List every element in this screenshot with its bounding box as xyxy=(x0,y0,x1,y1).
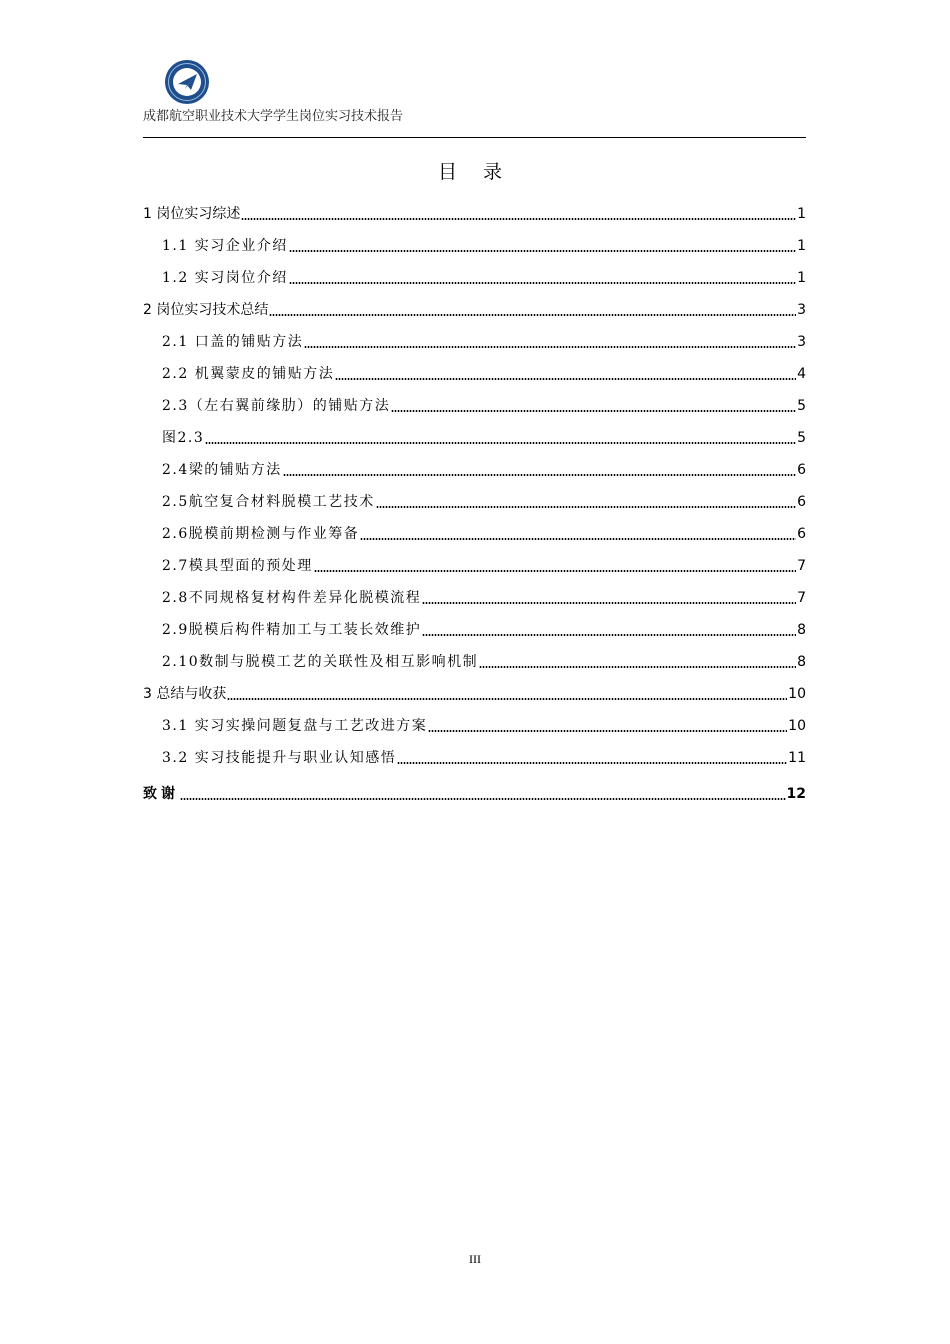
toc-entry-text: 2.3（左右翼前缘肋）的铺贴方法 xyxy=(162,398,391,414)
toc-entry-text: 3 总结与收获 xyxy=(143,686,227,702)
toc-dot-leader xyxy=(227,698,787,700)
header-divider xyxy=(143,137,806,138)
toc-entry-page: 1 xyxy=(797,206,806,222)
toc-entry[interactable] xyxy=(143,640,806,672)
toc-entry-page: 7 xyxy=(797,590,806,606)
toc-entry-page: 6 xyxy=(797,494,806,510)
toc-entry-text: 2.5航空复合材料脱模工艺技术 xyxy=(162,494,375,510)
toc-entry[interactable] xyxy=(143,480,806,512)
toc-entry-text: 2.1 口盖的铺贴方法 xyxy=(162,334,304,350)
toc-entry-page: 5 xyxy=(797,398,806,414)
toc-dot-leader xyxy=(205,442,796,444)
toc-entry-text: 2.8不同规格复材构件差异化脱模流程 xyxy=(162,590,422,606)
toc-dot-leader xyxy=(360,538,796,540)
toc-entry[interactable] xyxy=(143,576,806,608)
toc-dot-leader xyxy=(269,314,796,316)
toc-entry-page: 8 xyxy=(797,654,806,670)
toc-dot-leader xyxy=(391,410,796,412)
toc-entry-page: 4 xyxy=(797,366,806,382)
toc-entry[interactable] xyxy=(143,448,806,480)
report-header-title: 成都航空职业技术大学学生岗位实习技术报告 xyxy=(143,109,404,124)
toc-dot-leader xyxy=(335,378,796,380)
toc-dot-leader xyxy=(180,798,786,800)
toc-dot-leader xyxy=(422,634,796,636)
toc-entry-text: 2.4梁的铺贴方法 xyxy=(162,462,282,478)
toc-entry-text: 2.9脱模后构件精加工与工装长效维护 xyxy=(162,622,422,638)
toc-dot-leader xyxy=(283,474,796,476)
toc-entry[interactable] xyxy=(143,352,806,384)
toc-entry-text: 2.6脱模前期检测与作业筹备 xyxy=(162,526,360,542)
toc-dot-leader xyxy=(376,506,796,508)
toc-entry[interactable] xyxy=(143,320,806,352)
toc-entry[interactable] xyxy=(143,192,806,224)
toc-entry[interactable] xyxy=(143,704,806,736)
toc-entry-text: 1.2 实习岗位介绍 xyxy=(162,270,288,286)
toc-entry-text: 2 岗位实习技术总结 xyxy=(143,302,269,318)
toc-dot-leader xyxy=(304,346,796,348)
toc-entry-page: 6 xyxy=(797,526,806,542)
toc-entry[interactable] xyxy=(143,384,806,416)
toc-title: 目 录 xyxy=(437,161,513,183)
toc-entry-page: 12 xyxy=(786,786,806,802)
toc-entry[interactable] xyxy=(143,256,806,288)
toc-entry-page: 11 xyxy=(788,750,806,766)
toc-dot-leader xyxy=(428,730,787,732)
toc-dot-leader xyxy=(314,570,796,572)
toc-dot-leader xyxy=(241,218,796,220)
toc-entry-page: 10 xyxy=(788,686,806,702)
toc-entry-page: 1 xyxy=(797,238,806,254)
toc-entry-text: 2.2 机翼蒙皮的铺贴方法 xyxy=(162,366,335,382)
toc-entry-page: 7 xyxy=(797,558,806,574)
toc-entry-page: 1 xyxy=(797,270,806,286)
toc-dot-leader xyxy=(397,762,787,764)
toc-entry[interactable] xyxy=(143,736,806,768)
page-number: III xyxy=(469,1252,481,1266)
toc-entry[interactable] xyxy=(143,416,806,448)
toc-entry-text: 1 岗位实习综述 xyxy=(143,206,241,222)
toc-entry-page: 3 xyxy=(797,334,806,350)
toc-entry-text: 2.7模具型面的预处理 xyxy=(162,558,313,574)
toc-entry-page: 5 xyxy=(797,430,806,446)
toc-dot-leader xyxy=(479,666,796,668)
toc-dot-leader xyxy=(289,250,796,252)
toc-entry-page: 10 xyxy=(788,718,806,734)
toc-entry[interactable] xyxy=(143,608,806,640)
toc-entry[interactable] xyxy=(143,224,806,256)
toc-entry[interactable] xyxy=(143,768,806,804)
toc-entry-page: 6 xyxy=(797,462,806,478)
toc-entry[interactable] xyxy=(143,512,806,544)
toc-entry-text: 图2.3 xyxy=(162,430,205,446)
university-logo xyxy=(164,59,210,105)
toc-entry-text: 2.10数制与脱模工艺的关联性及相互影响机制 xyxy=(162,654,479,670)
toc-entry-text: 3.1 实习实操问题复盘与工艺改进方案 xyxy=(162,718,428,734)
toc-entry-page: 8 xyxy=(797,622,806,638)
toc-entry-page: 3 xyxy=(797,302,806,318)
toc-dot-leader xyxy=(422,602,796,604)
toc-entry[interactable] xyxy=(143,288,806,320)
table-of-contents xyxy=(143,192,806,804)
toc-entry[interactable] xyxy=(143,544,806,576)
toc-entry-text: 3.2 实习技能提升与职业认知感悟 xyxy=(162,750,397,766)
toc-entry-text: 致谢 xyxy=(143,786,179,802)
toc-entry[interactable] xyxy=(143,672,806,704)
toc-entry-text: 1.1 实习企业介绍 xyxy=(162,238,288,254)
toc-dot-leader xyxy=(289,282,796,284)
